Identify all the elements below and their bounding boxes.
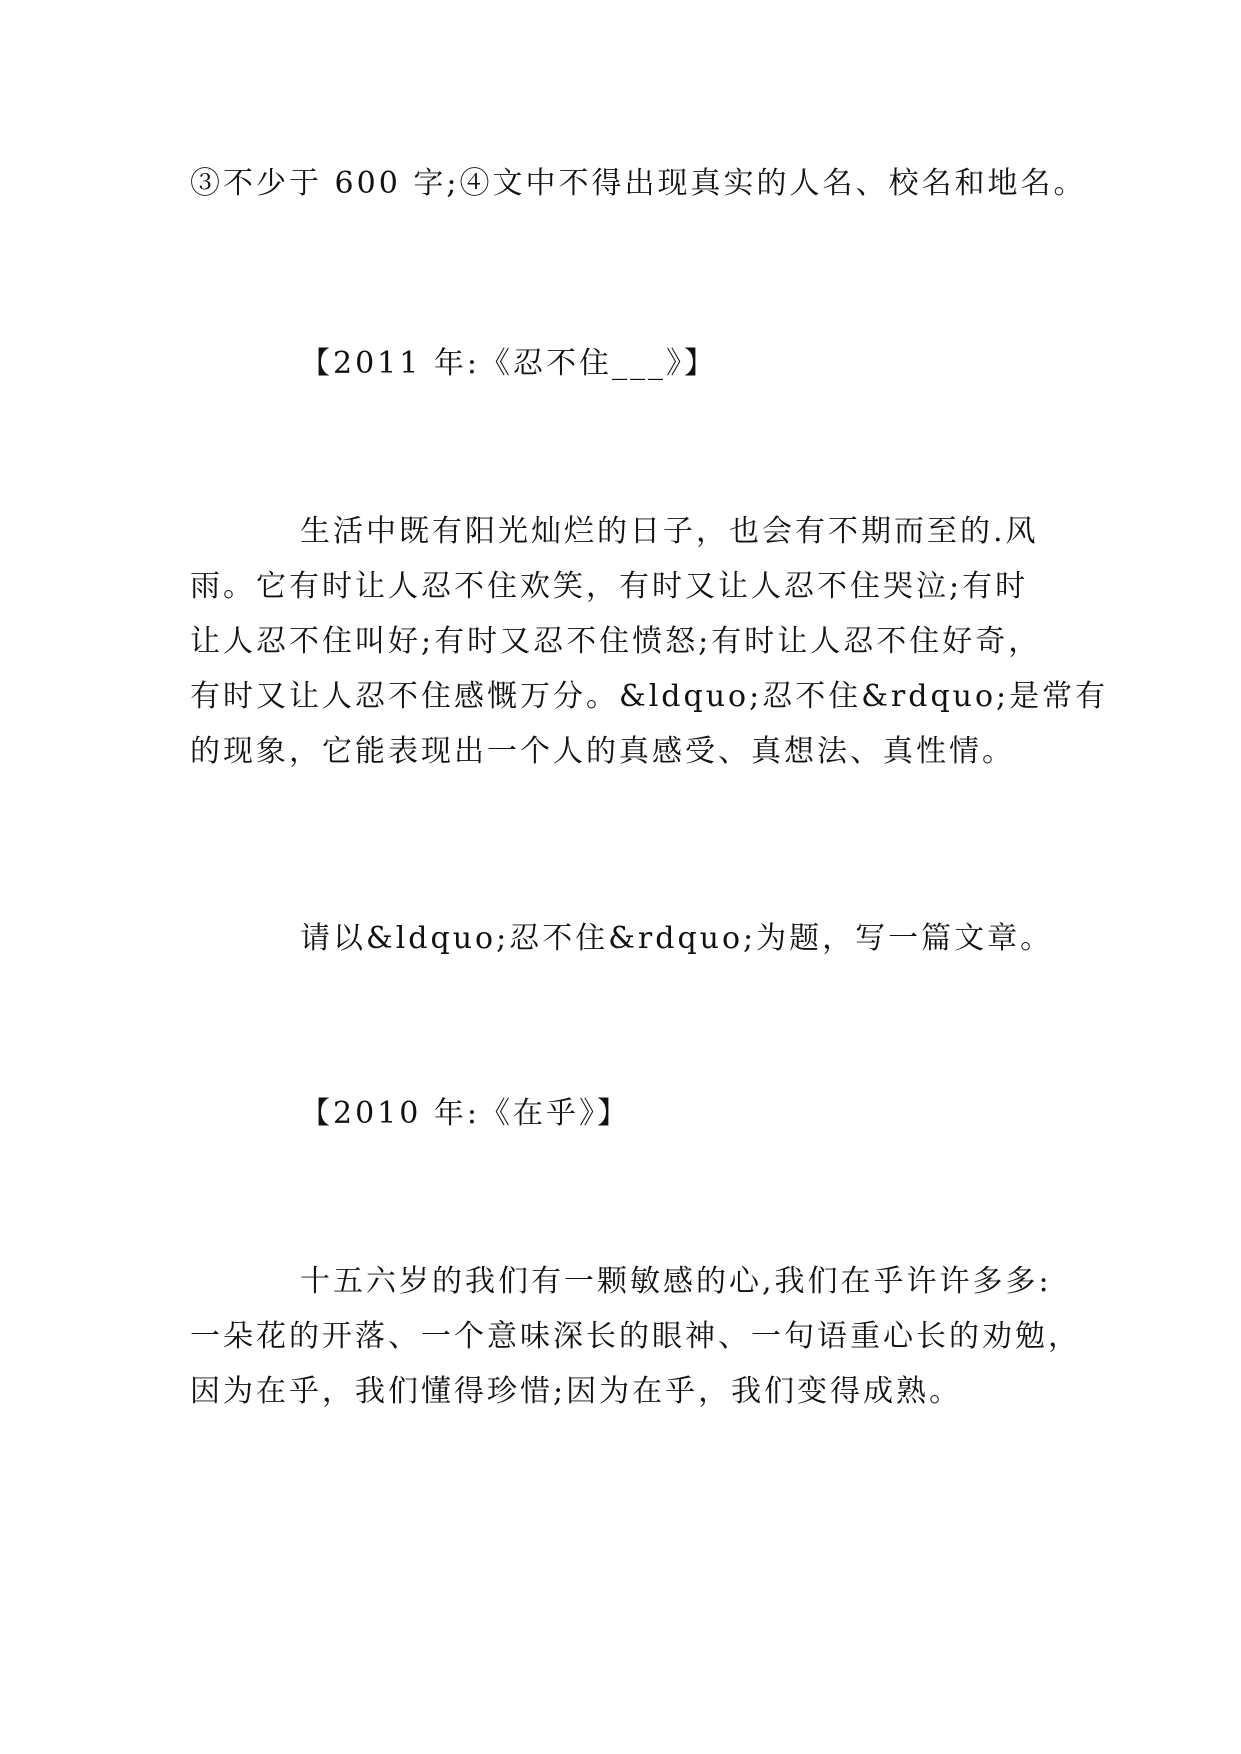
section-heading-2010: 【2010 年:《在乎》】 <box>300 1096 630 1131</box>
paragraph-line: 的现象，它能表现出一个人的真感受、真想法、真性情。 <box>190 734 1015 769</box>
paragraph-line: 让人忍不住叫好;有时又忍不住愤怒;有时让人忍不住好奇， <box>190 624 1042 659</box>
paragraph-line: 生活中既有阳光灿烂的日子，也会有不期而至的.风 <box>300 514 1039 549</box>
paragraph-line: 雨。它有时让人忍不住欢笑，有时又让人忍不住哭泣;有时 <box>190 569 1029 604</box>
section-heading-2011: 【2011 年:《忍不住___》】 <box>300 346 717 381</box>
paragraph-line: 有时又让人忍不住感慨万分。&ldquo;忍不住&rdquo;是常有 <box>190 679 1109 714</box>
paragraph-line: 因为在乎，我们懂得珍惜;因为在乎，我们变得成熟。 <box>190 1374 963 1409</box>
essay-requirements-line: ③不少于 600 字;④文中不得出现真实的人名、校名和地名。 <box>190 166 1087 201</box>
essay-instruction: 请以&ldquo;忍不住&rdquo;为题，写一篇文章。 <box>300 921 1054 956</box>
paragraph-line: 一朵花的开落、一个意味深长的眼神、一句语重心长的劝勉， <box>190 1319 1081 1354</box>
paragraph-line: 十五六岁的我们有一颗敏感的心,我们在乎许许多多: <box>300 1264 1052 1299</box>
